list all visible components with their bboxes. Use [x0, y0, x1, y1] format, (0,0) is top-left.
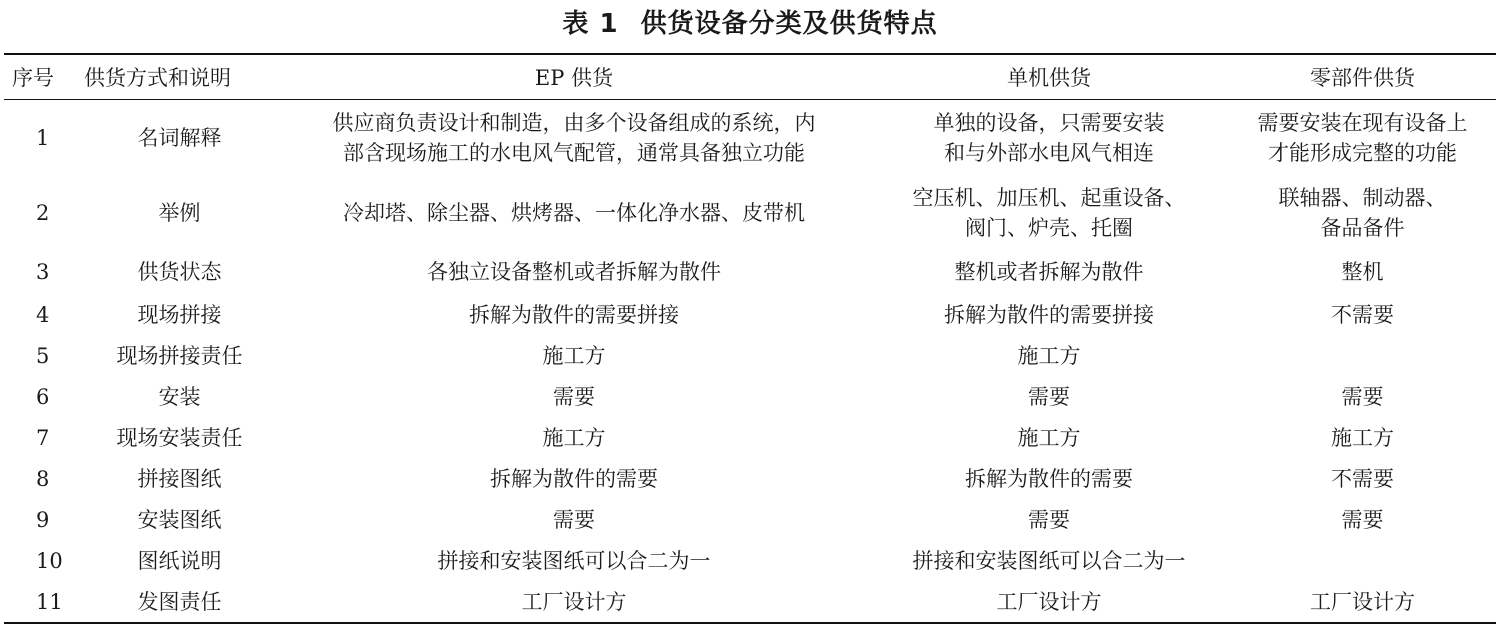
table-row — [4, 175, 1496, 250]
cell-line: 整机 — [1341, 260, 1384, 284]
cell-line: 备品备件 — [1320, 215, 1405, 240]
cell-line: 需要 — [1028, 507, 1070, 532]
single-supply-cell — [869, 581, 1229, 623]
single-supply-cell — [869, 250, 1229, 294]
table-header — [4, 54, 1496, 100]
row-label: 现场拼接 — [137, 302, 222, 327]
ep-supply-cell — [279, 417, 869, 458]
row-index: 7 — [36, 425, 50, 450]
cell-line: 需要 — [1341, 384, 1384, 409]
cell-line: 需要安装在现有设备上 — [1257, 110, 1468, 135]
table-row — [4, 250, 1496, 294]
parts-supply-cell — [1229, 175, 1496, 250]
cell-line: 需要 — [1028, 384, 1070, 409]
cell-line: 拆解为散件的需要 — [965, 466, 1133, 491]
parts-supply-cell — [1229, 100, 1496, 176]
parts-supply-cell — [1229, 458, 1496, 499]
row-label: 现场拼接责任 — [116, 343, 243, 368]
ep-supply-cell — [279, 294, 869, 335]
table-title: 供货设备分类及供货特点 — [640, 9, 938, 39]
row-index: 9 — [36, 507, 50, 532]
header-parts-supply: 零部件供货 — [1229, 54, 1496, 100]
cell-line: 工厂设计方 — [521, 589, 627, 614]
header-method: 供货方式和说明 — [84, 54, 279, 100]
row-label: 供货状态 — [137, 260, 222, 284]
parts-supply-cell — [1229, 417, 1496, 458]
table-row — [4, 100, 1496, 176]
table-row — [4, 335, 1496, 376]
single-supply-cell — [869, 417, 1229, 458]
parts-supply-cell — [1229, 376, 1496, 417]
cell-line: 需要 — [553, 507, 595, 532]
table-body — [4, 100, 1496, 624]
cell-line: 不需要 — [1331, 466, 1394, 491]
header-single-supply: 单机供货 — [869, 54, 1229, 100]
parts-supply-cell — [1229, 581, 1496, 623]
cell-line: 需要 — [553, 384, 595, 409]
cell-line: 冷却塔、除尘器、烘烤器、一体化净水器、皮带机 — [343, 200, 805, 225]
table-row — [4, 376, 1496, 417]
row-label: 拼接图纸 — [137, 466, 222, 491]
row-label: 名词解释 — [137, 125, 222, 150]
cell-line: 工厂设计方 — [1310, 589, 1415, 614]
cell-line: 拆解为散件的需要拼接 — [469, 302, 679, 327]
supply-equipment-table — [4, 53, 1496, 624]
cell-line: 单独的设备，只需要安装 — [933, 110, 1165, 135]
table-number: 表 1 — [562, 9, 619, 39]
parts-supply-cell — [1229, 335, 1496, 376]
table-row — [4, 294, 1496, 335]
cell-line: 工厂设计方 — [996, 589, 1102, 614]
row-label: 安装图纸 — [137, 507, 222, 532]
cell-line: 需要 — [1341, 507, 1384, 532]
cell-line: 拆解为散件的需要 — [490, 466, 658, 491]
cell-line: 供应商负责设计和制造，由多个设备组成的系统，内 — [332, 110, 816, 135]
row-index: 1 — [36, 125, 50, 150]
single-supply-cell — [869, 175, 1229, 250]
single-supply-cell — [869, 100, 1229, 176]
row-index: 5 — [36, 343, 50, 368]
row-index: 10 — [36, 548, 63, 573]
cell-line: 施工方 — [542, 425, 606, 450]
row-index: 11 — [36, 589, 63, 614]
table-row — [4, 417, 1496, 458]
cell-line: 整机或者拆解为散件 — [954, 260, 1144, 284]
table-row — [4, 581, 1496, 623]
row-index: 3 — [36, 260, 50, 284]
cell-line: 拼接和安装图纸可以合二为一 — [912, 548, 1186, 573]
table-caption — [0, 6, 1500, 42]
row-label: 安装 — [158, 384, 201, 409]
row-label: 举例 — [158, 200, 201, 225]
table-row — [4, 540, 1496, 581]
ep-supply-cell — [279, 335, 869, 376]
cell-line: 阀门、炉壳、托圈 — [965, 215, 1133, 240]
cell-line: 才能形成完整的功能 — [1268, 140, 1457, 165]
cell-line: 部含现场施工的水电风气配管，通常具备独立功能 — [343, 140, 805, 165]
row-index: 2 — [36, 200, 50, 225]
row-index: 6 — [36, 384, 50, 409]
cell-line: 拆解为散件的需要拼接 — [944, 302, 1154, 327]
cell-line: 联轴器、制动器、 — [1278, 185, 1447, 210]
ep-supply-cell — [279, 100, 869, 176]
row-index: 8 — [36, 466, 50, 491]
cell-line: 施工方 — [1331, 425, 1394, 450]
single-supply-cell — [869, 540, 1229, 581]
table-row — [4, 458, 1496, 499]
row-label: 现场安装责任 — [116, 425, 243, 450]
row-label: 图纸说明 — [137, 548, 222, 573]
cell-line: 空压机、加压机、起重设备、 — [912, 185, 1186, 210]
row-label: 发图责任 — [137, 589, 222, 614]
parts-supply-cell — [1229, 250, 1496, 294]
row-index: 4 — [36, 302, 50, 327]
header-row — [4, 54, 1496, 100]
header-ep-supply: EP 供货 — [279, 54, 869, 100]
cell-line: 施工方 — [1017, 343, 1081, 368]
ep-supply-cell — [279, 458, 869, 499]
parts-supply-cell — [1229, 540, 1496, 581]
single-supply-cell — [869, 294, 1229, 335]
cell-line: 施工方 — [1017, 425, 1081, 450]
ep-supply-cell — [279, 499, 869, 540]
single-supply-cell — [869, 458, 1229, 499]
cell-line: 和与外部水电风气相连 — [944, 140, 1154, 165]
ep-supply-cell — [279, 376, 869, 417]
ep-supply-cell — [279, 250, 869, 294]
ep-supply-cell — [279, 581, 869, 623]
parts-supply-cell — [1229, 294, 1496, 335]
ep-supply-cell — [279, 540, 869, 581]
cell-line: 不需要 — [1331, 302, 1394, 327]
ep-supply-cell — [279, 175, 869, 250]
header-index: 序号 — [4, 54, 84, 100]
table-row — [4, 499, 1496, 540]
single-supply-cell — [869, 335, 1229, 376]
cell-line: 各独立设备整机或者拆解为散件 — [427, 260, 721, 284]
cell-line: 拼接和安装图纸可以合二为一 — [437, 548, 711, 573]
single-supply-cell — [869, 499, 1229, 540]
single-supply-cell — [869, 376, 1229, 417]
parts-supply-cell — [1229, 499, 1496, 540]
cell-line: 施工方 — [542, 343, 606, 368]
